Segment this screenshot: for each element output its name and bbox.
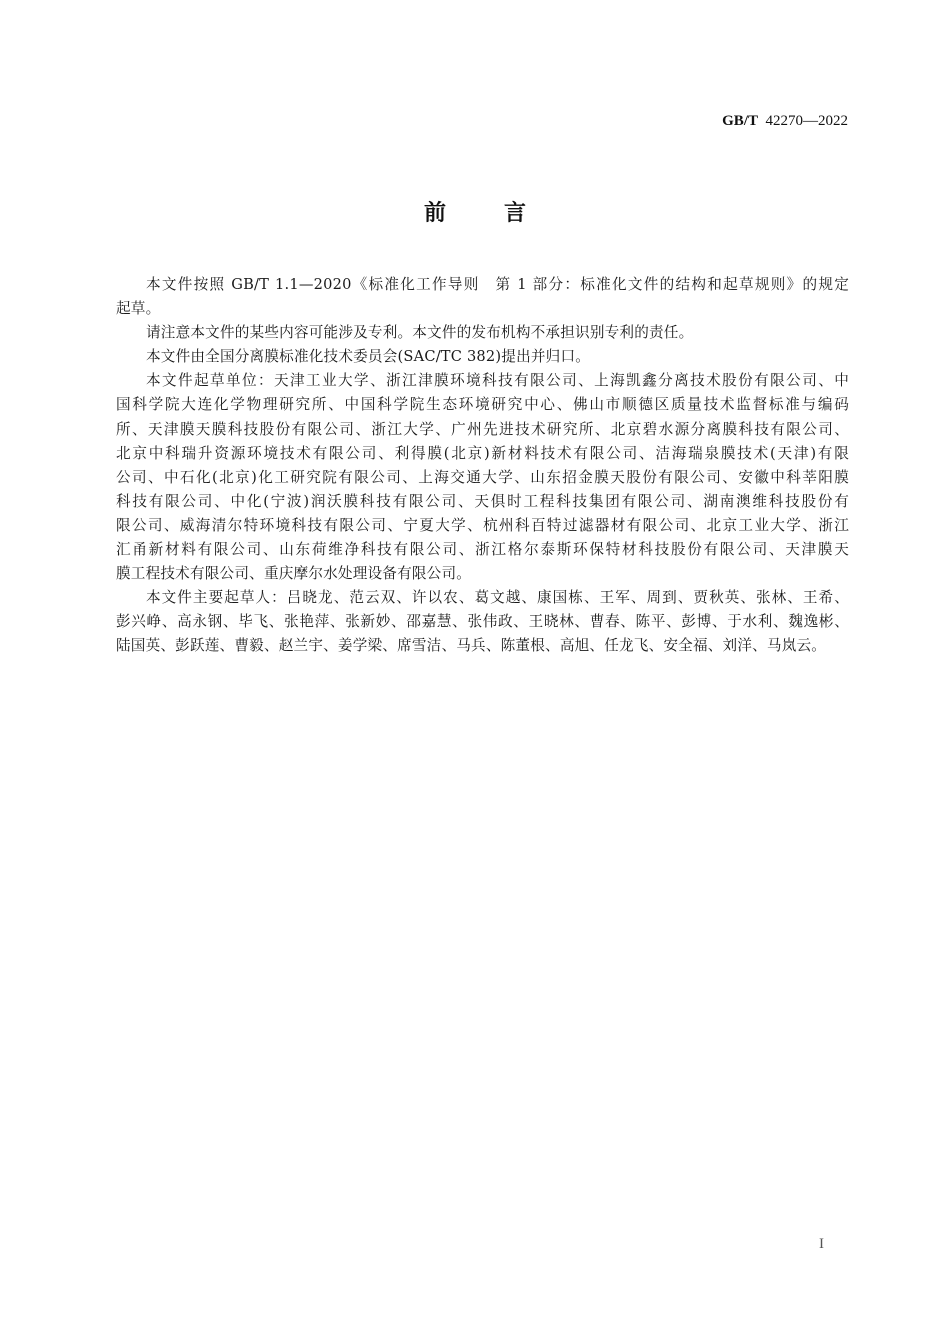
text-line: 本文件由全国分离膜标准化技术委员会(SAC/TC 382)提出并归口。	[146, 348, 591, 366]
paragraph-patent-notice	[116, 321, 849, 345]
paragraph-drafters	[116, 586, 849, 658]
text-line: 所、天津膜天膜科技股份有限公司、浙江大学、广州先进技术研究所、北京碧水源分离膜科技有限公司、	[116, 420, 849, 438]
text-line: 限公司、威海清尔特环境科技有限公司、宁夏大学、杭州科百特过滤器材有限公司、北京工业大学、浙江	[116, 516, 849, 534]
paragraph-proposer	[116, 345, 849, 369]
text-line: 本文件按照 GB/T 1.1—2020《标准化工作导则 第 1 部分：标准化文件的结构和起草规则》的规定	[146, 276, 849, 293]
text-line: 陆国英、彭跃莲、曹毅、赵兰宇、姜学梁、席雪洁、马兵、陈董根、高旭、任龙飞、安全福、刘洋、马岚云。	[116, 637, 827, 655]
text-line: 起草。	[116, 300, 161, 318]
text-line: 公司、中石化(北京)化工研究院有限公司、上海交通大学、山东招金膜天股份有限公司、安徽中科莘阳膜	[116, 468, 849, 486]
title-char-2: 言	[504, 201, 585, 226]
text-line: 膜工程技术有限公司、重庆摩尔水处理设备有限公司。	[116, 565, 472, 583]
text-line: 北京中科瑞升资源环境技术有限公司、利得膜(北京)新材料技术有限公司、洁海瑞泉膜技术(天津)有限	[116, 444, 849, 462]
standard-code: 42270—2022	[765, 113, 848, 129]
text-line: 请注意本文件的某些内容可能涉及专利。本文件的发布机构不承担识别专利的责任。	[146, 324, 694, 342]
paragraph-drafting-units	[116, 369, 849, 586]
standard-prefix: GB/T	[722, 113, 758, 129]
page-number: I	[819, 1236, 824, 1252]
standard-number	[722, 113, 848, 130]
paragraph-drafting-rule	[116, 273, 849, 321]
page-title	[0, 196, 950, 227]
text-line: 科技有限公司、中化(宁波)润沃膜科技有限公司、天俱时工程科技集团有限公司、湖南澳维科技股份有	[116, 492, 849, 510]
text-line: 彭兴峥、高永钢、毕飞、张艳萍、张新妙、邵嘉慧、张伟政、王晓林、曹春、陈平、彭博、于水利、魏逸彬、	[116, 613, 849, 631]
document-body	[116, 273, 849, 659]
text-line: 国科学院大连化学物理研究所、中国科学院生态环境研究中心、佛山市顺德区质量技术监督标准与编码	[116, 396, 849, 414]
title-char-1: 前	[423, 201, 504, 226]
text-line: 汇甬新材料有限公司、山东荷维净科技有限公司、浙江格尔泰斯环保特材科技股份有限公司、天津膜天	[116, 541, 849, 559]
text-line: 本文件主要起草人：吕晓龙、范云双、许以农、葛文越、康国栋、王军、周到、贾秋英、张林、王希、	[146, 589, 849, 607]
text-line: 本文件起草单位：天津工业大学、浙江津膜环境科技有限公司、上海凯鑫分离技术股份有限公司、中	[146, 372, 849, 390]
